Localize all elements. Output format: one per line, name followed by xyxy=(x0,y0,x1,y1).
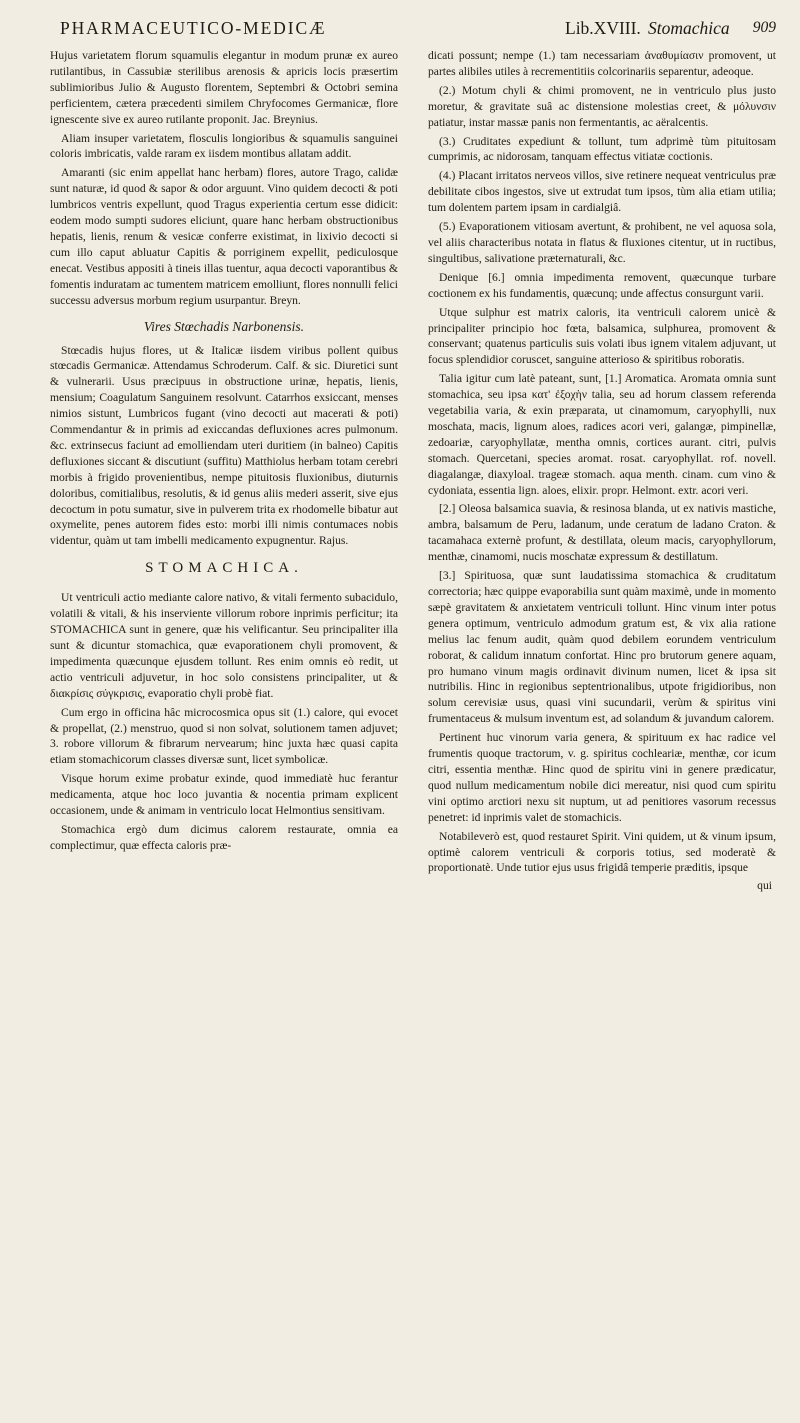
running-title: PHARMACEUTICO-MEDICÆ xyxy=(60,18,327,38)
paragraph: Denique [6.] omnia impedimenta removent, quæcunque turbare coctionem ex his fundamentis, quæcunq; unde affectus consurgunt varii. xyxy=(428,270,776,300)
page-header xyxy=(50,18,776,48)
paragraph: Aliam insuper varietatem, flosculis longioribus & squamulis sanguinei coloris imbricatis, valde raram ex iisdem montibus allatam addit. xyxy=(50,131,398,161)
paragraph: Cum ergo in officina hâc microcosmica opus sit (1.) calore, qui evocet & propellat, (2.) menstruo, quod si non solvat, solutionem tamen adjuvet; 3. robore villorum & fibrarum nervearum; hinc juxta hæc quasi capita etiam stomachicorum classes diversæ sunt, licet symbolicæ. xyxy=(50,705,398,767)
left-column xyxy=(50,48,398,892)
book-number: Lib.XVIII. xyxy=(565,18,641,38)
text-columns xyxy=(50,48,776,892)
paragraph: [2.] Oleosa balsamica suavia, & resinosa blanda, ut ex nativis mastiche, ambra, balsamum de Peru, ladanum, unde ceratum de ladano Craton. & tacamahaca externè profunt, & destillata, oleum macis, caryophyllorum, menthæ, cinamomi, nucis moschatæ expressum & destillatum. xyxy=(428,502,776,564)
right-column xyxy=(428,48,776,892)
section-topic: Stomachica xyxy=(648,18,730,38)
paragraph: Stœcadis hujus flores, ut & Italicæ iisdem viribus pollent quibus stœcadis Germanicæ. Attendamus Schroderum. Calf. & sic. Diuretici sunt & vulnerarii. Usus præcipuus in obstructione urinæ, hepatis, lienis, mensium; Coagulatum Sanguinem resolvunt. Catarrhos exsiccant, menses nimios sistunt, Lumbricos fugant (vino decocti aut macerati & poti) Commendantur & in primis ad exiccandas defluxiones acres pulmonum. &c. extrinsecus faciunt ad emolliendam uteri duritiem (in balneo) Capitis defluxiones siccant & discutiunt (suffitu) Matthiolus herbam totam cerebri morbis à frigido provenientibus, nempe pituitosis fluxionibus, diuturnis doloribus, comitialibus, resolutis, & id genus aliis mederi asserit, sive ejus decoctum in potu sumatur, sive in pulverem trita ex rhodomelle bibatur aut oxymelite, penes autorem fides esto: morbi illi nimis contumaces nobis videntur, quàm ut tam imbelli medicamento expugnentur. Rajus. xyxy=(50,343,398,548)
paragraph: (2.) Motum chyli & chimi promovent, ne in ventriculo plus justo moretur, & gravitate suâ ac distensione molestias creet, & μόλυνσιν patiatur, instar massæ panis non fermentantis, ac aëralcentis. xyxy=(428,83,776,129)
page-number: 909 xyxy=(752,19,776,36)
catchword: qui xyxy=(757,879,772,893)
paragraph: (5.) Evaporationem vitiosam avertunt, & prohibent, ne vel aquosa sola, vel aliis characteribus notata in flatus & fluxiones citentur, ut in ructibus, singultibus, salivatione præternaturali, &c. xyxy=(428,220,776,265)
paragraph: Ut ventriculi actio mediante calore nativo, & vitali fermento subacidulo, volatili & vitali, & his inserviente villorum robore inprimis perficitur; ita STOMACHICA sunt in genere, quæ his velificantur. Seu principaliter illa sunt & dicuntur stomachica, quæ evaporationem chyli promovent, & impedimenta quæcunque ejusdem tollunt. Res enim omnis eò redit, ut actio ventriculi adjuvetur, in hoc solo consistens principaliter, ut & διακρίσις σύγκρισις, evaporatio chyli probè fiat. xyxy=(50,591,398,700)
paragraph: Amaranti (sic enim appellat hanc herbam) flores, autore Trago, calidæ sunt naturæ, id quod & sapor & odor arguunt. Vino quidem decocti & poti lumbricos ventris expellunt, quod Tragus experientia certum esse didicit: eodem modo sumpti sudores eliciunt, quare hanc herbam obstructionibus hepatis, lienis, renum & vesicæ conferre existimat, in lixivio decocti si cum illo caput abluatur Capitis & porriginem expellit, pediculosque enecat. Vestibus appositi à tineis illas tuentur, aqua decocti vaporantibus & fomentis induratam ac tumentem matricem emolliunt, flores nonnulli felici successu adversus morbum regium usurpantur. Breyn. xyxy=(50,166,398,307)
paragraph: Stomachica ergò dum dicimus calorem restaurate, omnia ea complectimur, quæ effecta caloris præ- xyxy=(50,822,398,852)
paragraph: [3.] Spirituosa, quæ sunt laudatissima stomachica & cruditatum correctoria; hæc quippe evaporabilia sunt quàm maximè, unde in momento sæpè gravitatem & anxietatem ventriculi tollunt. Hinc vinum inter potus genera optimum, ventriculo admodum gratum est, & vix alia ratione melius lac fenum audit, quàm quod debilem eorundem ventriculum roborat, & calidum innatum confortat. Hinc pro brutorum genere aquam, pro humano vinum magis ordinavit divinum numen, licet & ipsa sit nutribilis. Hinc in regionibus septentrionalibus, utpote frigidioribus, non solum cerevisiæ usus, quasi vini sucundarii, verùm & spiritus vini frumentaceus & mulsum inventum est, ad solandum & juvandum calorem. xyxy=(428,569,776,726)
paragraph: (3.) Cruditates expediunt & tollunt, tum adprimè tùm pituitosam cumprimis, ac nidorosam, tanquam effectus vitiatæ coctionis. xyxy=(428,134,776,164)
paragraph: Talia igitur cum latè pateant, sunt, [1.] Aromatica. Aromata omnia sunt stomachica, seu ipsa κατ' ἐξοχὴν talia, seu ad horum classem referenda vegetabilia varia, & exin præparata, ut cinamomum, caryophylli, nux moschata, macis, lignum aloes, radices acori veri, galangæ, pimpinellæ, zedoariæ, caryophyllatæ, mentha omnis, cortices aurant. citri, pulvis stomach. Quercetani, species aromat. rosat. caryophyllat. rof. novell. diagalangæ, diaxyloal. trageæ stomach. aqua menth. cinam. cum vino & cydoniata, essentia lign. aloes, elixir. propr. Helmont. extr. acori veri. xyxy=(428,372,776,497)
paragraph: Hujus varietatem florum squamulis elegantur in modum prunæ ex aureo rutilantibus, in Cassubiæ sterilibus arenosis & apricis locis præsertim sublimioribus Julio & Augusto florentem, Septembri & Octobri semina perficientem, cætera præcedenti similem Chryfocomes Germanicæ, flore ignescente sive ex aureo rutilante proponit. Jac. Breynius. xyxy=(50,49,398,126)
paragraph: dicati possunt; nempe (1.) tam necessariam ἀναθυμίασιν promovent, ut partes alibiles utiles à recrementitiis colcorinariis separentur, adeoque. xyxy=(428,49,776,78)
paragraph: Visque horum exime probatur exinde, quod immediatè huc ferantur medicamenta, atque hoc loco juvantia & nocentia primam explicent occasionem, unde & animam in ventriculo locat Helmontius sensitivam. xyxy=(50,772,398,818)
paragraph: Pertinent huc vinorum varia genera, & spirituum ex hac radice vel frumentis quoque tractorum, v. g. spiritus cochleariæ, menthæ, cor icum citri, essentia menthæ. Hinc quod de spiritu vini in genere prædicatur, quod nullum medicamentum nobile dici mereatur, nisi quod cum spiritu vini optimo arctiori nexu sit nuptum, ut ad penitiores vasorum recessus penetret: id inprimis valet de stomachicis. xyxy=(428,731,776,824)
paragraph: Utque sulphur est matrix caloris, ita ventriculi calorem unicè & principaliter principio hoc fœta, balsamica, sulphurea, promovent & conservant; quatenus particulis suis volati ibus ignem vitalem adjuvant, ut focus splendidior coruscet, sanguine atterioso & spiritibus roboratis. xyxy=(428,305,776,367)
subheading: Vires Stœchadis Narbonensis. xyxy=(143,318,305,334)
section-heading: STOMACHICA. xyxy=(145,560,303,577)
paragraph: (4.) Placant irritatos nerveos villos, sive retinere nequeat ventriculus præ debilitate cibos ingestos, sive ut extrudat tum ipsos, tùm alia etiam utilia; tum dolentem partem ipsam in cardialgiâ. xyxy=(428,169,776,215)
paragraph: Notabileverò est, quod restauret Spirit. Vini quidem, ut & vinum ipsum, optimè calorem ventriculi & corporis totius, sed moderatè & proportionatè. Unde tutior ejus usus frigidâ temperie præditis, ipsque xyxy=(428,829,776,875)
